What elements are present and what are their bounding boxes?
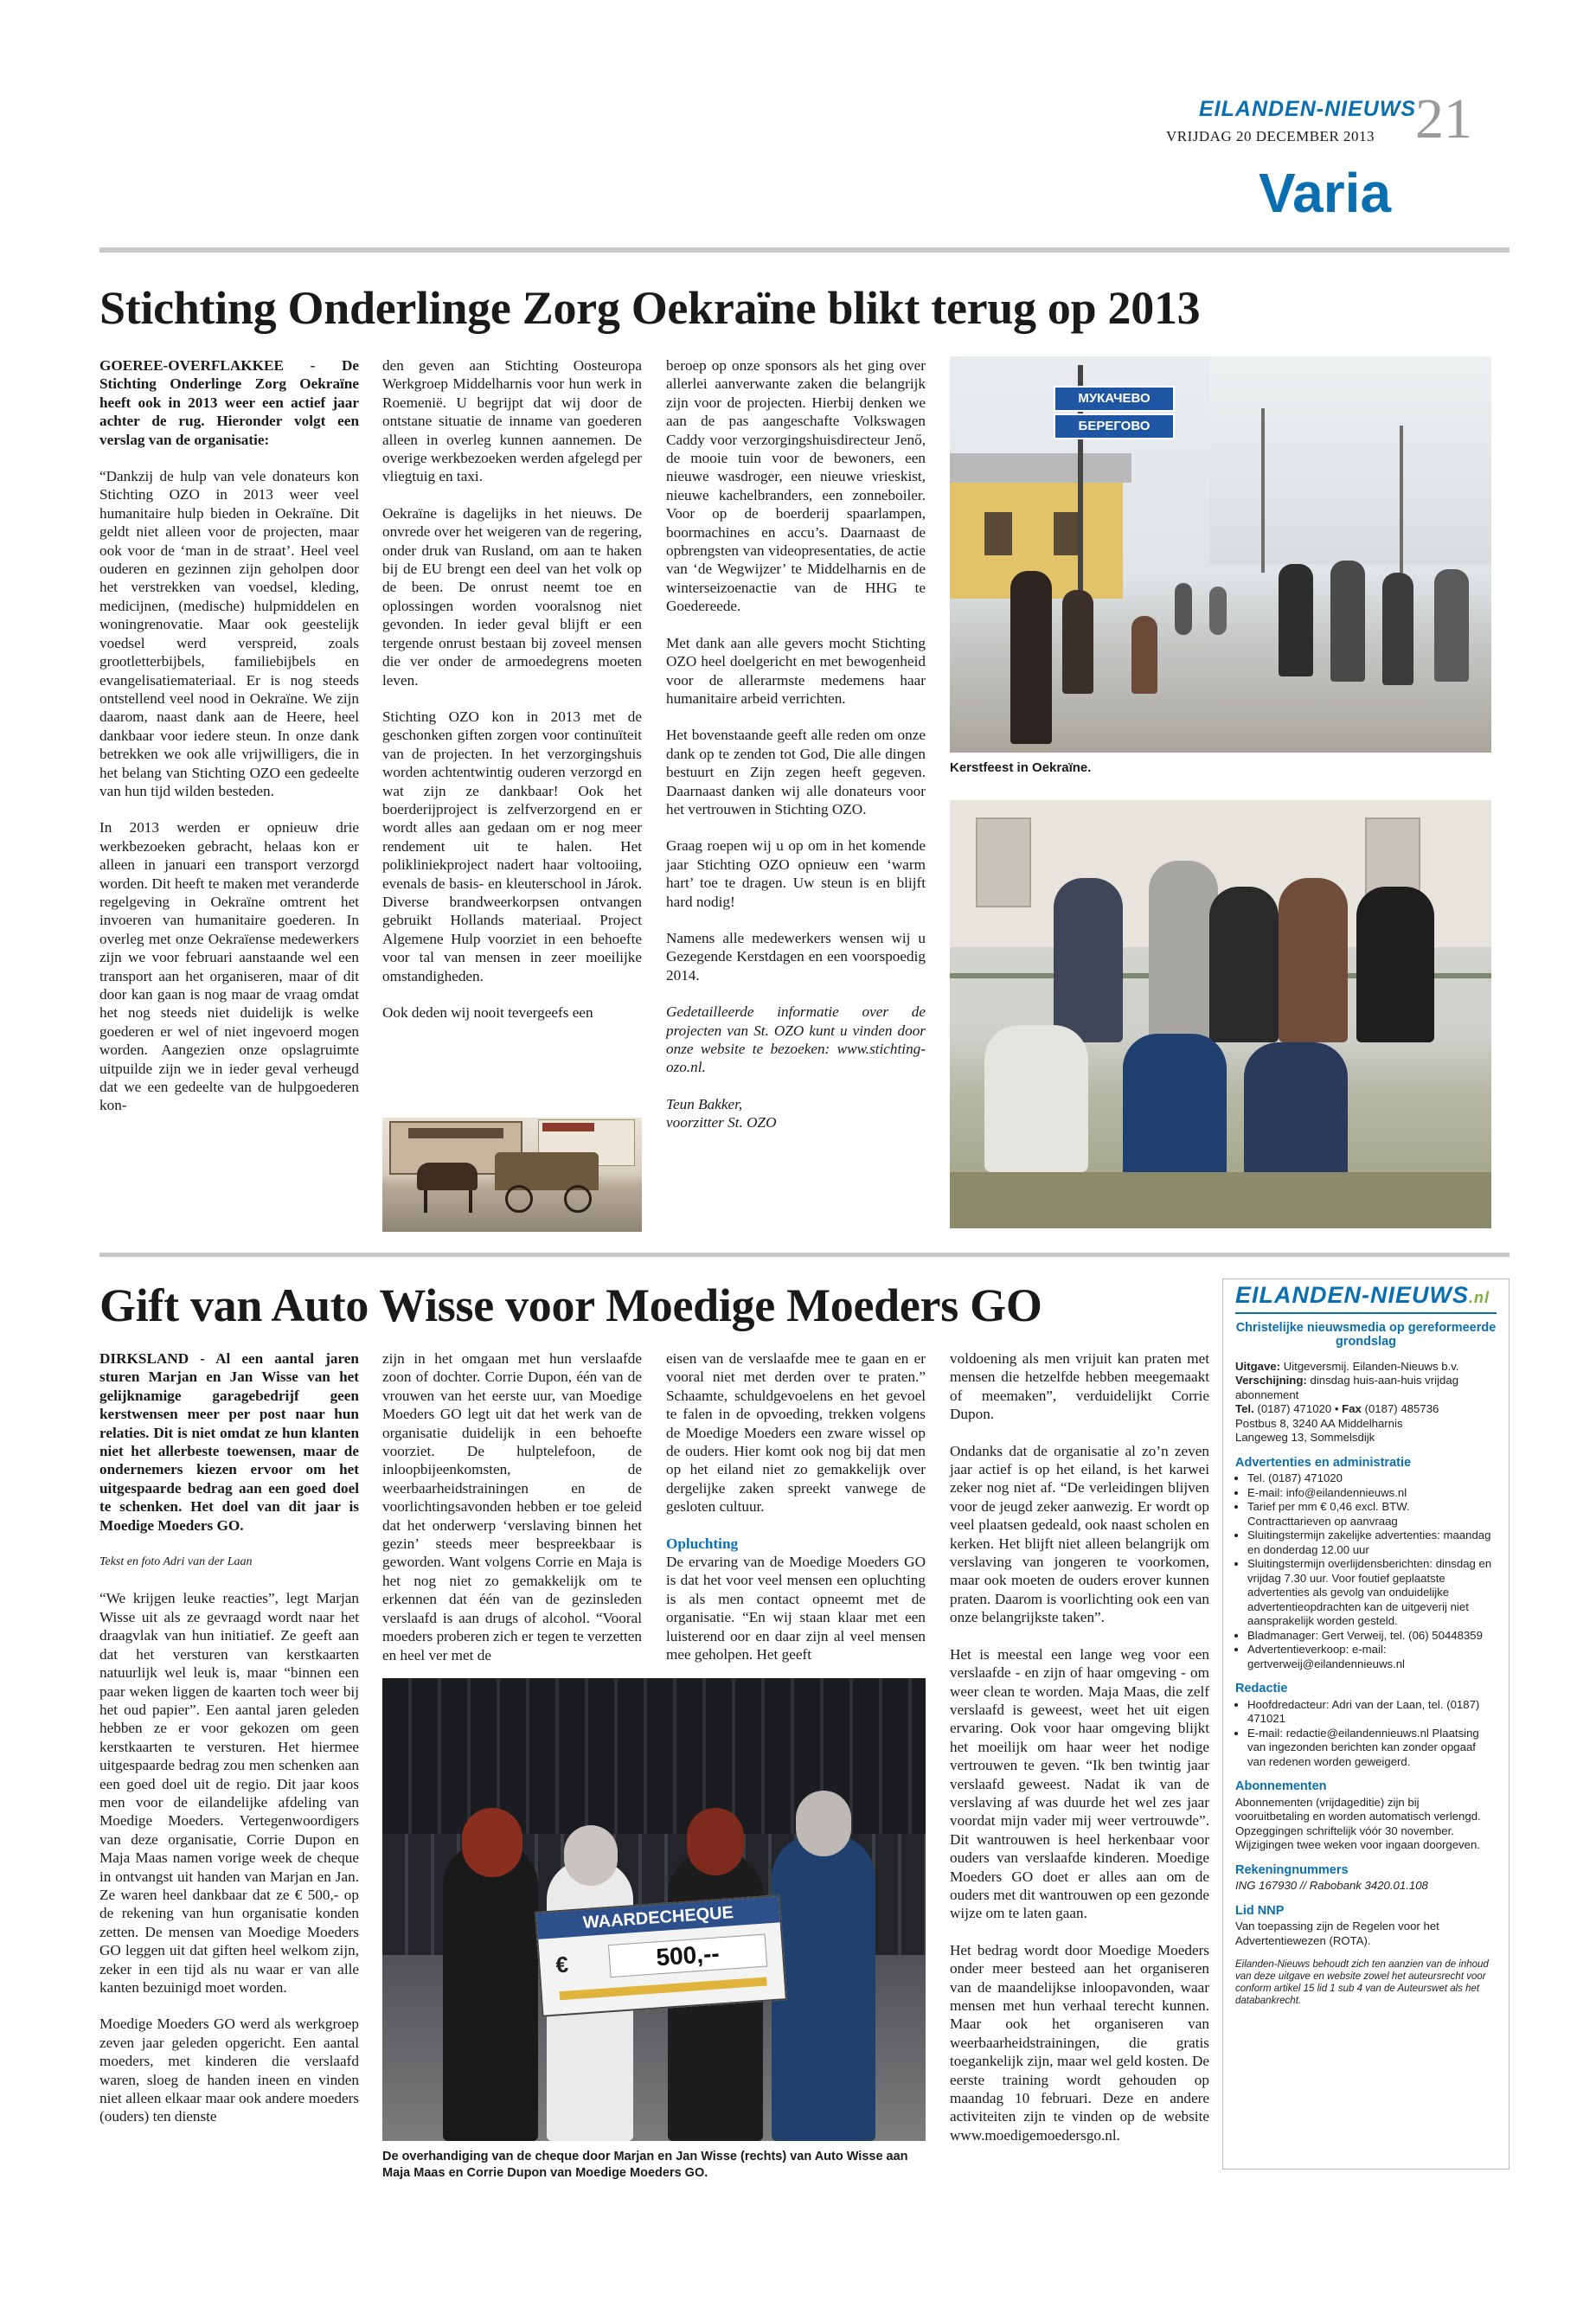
article1-column-2 xyxy=(382,356,642,1040)
article2-byline: Tekst en foto Adri van der Laan xyxy=(99,1555,253,1569)
article2-paragraph: voldoening als men vrijuit kan praten met mensen die hetzelfde hebben meegemaakt of meemaken”, verduidelijkt Corrie Dupon. xyxy=(950,1350,1209,1423)
rekening-title: Rekeningnummers xyxy=(1235,1862,1349,1877)
fax-label: Fax xyxy=(1342,1402,1362,1415)
rekening-text: ING 167930 // Rabobank 3420.01.108 xyxy=(1235,1879,1428,1892)
article2-paragraph: Moedige Moeders GO werd als werkgroep zeven jaar geleden opgericht. Een aantal moeders, met kinderen die verslaafd waren, sloeg de handen ineen en vinden niet alleen elkaar maar ook andere moeders (ouders) ten dienste xyxy=(99,2016,359,2125)
article2-column-3 xyxy=(666,1349,926,1682)
ads-item: • Sluitingstermijn overlijdensberichten: dinsdag en vrijdag 7.30 uur. Voor foutief geplaatste advertenties als gevolg van onduidelijke advertentieopdrachten kan de uitgeverij niet aansprakelijk worden gesteld. xyxy=(1247,1557,1497,1629)
article2-paragraph: Het is meestal een lange weg voor een verslaafde - en zijn of haar omgeving - om weer clean te worden. Maja Maas, die zelf verslaafd is geweest, weet het uit eigen ervaring. Ook voor haar omgeving blijkt het moeilijk om haar weer het nodige vertrouwen te geven. “Ik ben twintig jaar verslaafd geweest. Nadat ik van de verslaving af was duurde het wel zes jaar voordat mijn vader mij weer vertrouwde”. Dit wantrouwen is heel herkenbaar voor ouders van verslaafde kinderen. Moedige Moeders GO doet er alles aan om de ouders met dit wantrouwen op een gezonde wijze om te laten gaan. xyxy=(950,1645,1209,1922)
article2-column-4 xyxy=(950,1349,1209,2163)
article2-lead: DIRKSLAND - Al een aantal jaren sturen Marjan en Jan Wisse van het gelijknamige garagebedrijf geen kerstwensen meer per post naar hun relaties. Dit is niet omdat ze hun klanten niet het allerbeste toewensen, maar de ondernemers kiezen ervoor om het uitgespaarde bedrag aan een goed doel te schenken. Het doel van dit jaar is Moedige Moeders GO. xyxy=(99,1350,359,1534)
nnp-text: Van toepassing zijn de Regelen voor het Advertentiewezen (ROTA). xyxy=(1235,1920,1439,1947)
article1-paragraph: Stichting OZO kon in 2013 met de geschonken giften zorgen voor continuïteit van de projecten. In het verzorgingshuis worden achtentwintig ouderen verzorgd en wat zijn ze dankbaar! Ook het boerderijproject is zelfverzorgend en er wordt alles aan gedaan om er nog meer rendement uit te halen. Het polikliniekproject nadert haar voltooiing, evenals de basis- en kleuterschool in Járok. Diverse brandweerkorpsen ontvangen gebruikt Hollands materiaal. Project Algemene Hulp voorziet in een behoefte voor tal van mensen in zeer moeilijke omstandigheden. xyxy=(382,708,642,984)
ads-title: Advertenties en administratie xyxy=(1235,1455,1412,1470)
cheque-title: WAARDECHEQUE xyxy=(536,1896,779,1939)
article2-column-1 xyxy=(99,1349,359,2144)
ads-item: • Bladmanager: Gert Verweij, tel. (06) 50448359 xyxy=(1247,1629,1497,1644)
ads-item: • E-mail: info@eilandennieuws.nl xyxy=(1247,1486,1497,1501)
colophon-publisher xyxy=(1235,1360,1497,1375)
article1-paragraph: Met dank aan alle gevers mocht Stichting OZO heel doelgericht en met bewogenheid voor de allerarmste medemens haar humanitaire arbeid verrichten. xyxy=(666,634,926,707)
article2-column-2 xyxy=(382,1349,642,1682)
redactie-title: Redactie xyxy=(1235,1682,1288,1695)
colophon-phone: Tel. (0187) 471020 • Fax (0187) 485736 xyxy=(1235,1402,1439,1415)
abonnementen-text: Abonnementen (vrijdageditie) zijn bij vooruitbetaling en worden automatisch verlengd. Opzeggingen schriftelijk vóór 30 november. Wijzigingen twee weken voor ingaan doorgeven. xyxy=(1235,1795,1481,1851)
cheque-amount: 500,-- xyxy=(608,1934,767,1978)
ozo-group-photo xyxy=(950,800,1491,1228)
cheque-handover-photo xyxy=(382,1678,926,2141)
article1-paragraph: Het bovenstaande geeft alle reden om onze dank op te zenden tot God, Die alle dingen bestuurt en Zijn zegen heeft gegeven. Daarnaast danken wij alle donateurs voor het vertrouwen in Stichting OZO. xyxy=(666,727,926,817)
ads-item: • Sluitingstermijn zakelijke advertenties: maandag en donderdag 12.00 uur xyxy=(1247,1529,1497,1557)
publisher-value: Uitgeversmij. Eilanden-Nieuws b.v. xyxy=(1283,1359,1459,1373)
ukraine-street-photo xyxy=(950,356,1491,753)
article2-paragraph: “We krijgen leuke reacties”, legt Marjan Wisse uit als ze gevraagd wordt naar het draagvlak van hun initiatief. Ze geeft aan dat het versturen van kerstkaarten natuurlijk wel leuk is, maar “binnen een paar weken liggen de kaarten toch weer bij het oud papier”. Een aantal jaren geleden hebben ze er voor gekozen om geen kerstkaarten te versturen. Het hiermee uitgespaarde bedrag zou men schenken aan een goed doel uit de regio. Dit jaar koos men voor de eilandelijke afdeling van Moedige Moeders. Vertegenwoordigers van deze organisatie, Corrie Dupon en Maja Maas namen vorige week de cheque in ontvangst uit handen van Marjan en Jan. Ze waren heel dankbaar dat ze € 500,- op de rekening van hun organisatie konden zetten. De mensen van Moedige Moeders GO leggen uit dat giften heel welkom zijn, zeker in een tijd als nu waar er van alle kanten bezuinigd moet worden. xyxy=(99,1590,359,1996)
road-sign-berehove: БЕРЕГОВО xyxy=(1054,413,1175,439)
road-sign-mukachevo: МУКАЧЕВО xyxy=(1054,386,1175,412)
article2-paragraph: eisen van de verslaafde mee te gaan en er vooral niet met derden over te praten.” Schaamte, schuldgevoelens en het gevoel te falen in de opvoeding, trekken volgens de Moedige Moeders een zware wissel op de ouders. Hier komt ook nog bij dat men op het eiland niet zo gemakkelijk over dergelijke zaken spreekt vanwege de gesloten cultuur. xyxy=(666,1350,926,1516)
ads-item: • Advertentieverkoop: e-mail: gertverweij@eilandennieuws.nl xyxy=(1247,1643,1497,1671)
article1-headline: Stichting Onderlinge Zorg Oekraïne blikt terug op 2013 xyxy=(99,282,1201,334)
article1-paragraph: Namens alle medewerkers wensen wij u Gezegende Kerstdagen en een voorspoedig 2014. xyxy=(666,929,926,984)
publisher-label: Uitgave: xyxy=(1235,1359,1281,1373)
section-title: Varia xyxy=(1259,162,1392,224)
cheque-board xyxy=(535,1894,787,2017)
article1-column-3 xyxy=(666,356,926,1132)
abonnementen-title: Abonnementen xyxy=(1235,1779,1327,1793)
article1-paragraph: Graag roepen wij u op om in het komende jaar Stichting OZO opnieuw een ‘warm hart’ toe te dragen. Uw steun is en blijft hard nodig! xyxy=(666,837,926,910)
nnp-title: Lid NNP xyxy=(1235,1903,1285,1918)
page-number: 21 xyxy=(1415,87,1472,151)
colophon-tagline: Christelijke nieuwsmedia op gereformeerde grondslag xyxy=(1235,1320,1497,1349)
article1-lead: GOEREE-OVERFLAKKEE - De Stichting Onderlinge Zorg Oekraïne heeft ook in 2013 weer een actief jaar achter de rug. Hieronder volgt een verslag van de organisatie: xyxy=(99,357,359,448)
article-divider xyxy=(99,1253,1509,1257)
fax-value: (0187) 485736 xyxy=(1364,1402,1439,1415)
colophon-box xyxy=(1222,1279,1509,2170)
ads-item: • Tarief per mm € 0,46 excl. BTW. Contracttarieven op aanvraag xyxy=(1247,1500,1497,1529)
article1-paragraph: Oekraïne is dagelijks in het nieuws. De onvrede over het weigeren van de regering, onder druk van Rusland, om aan te haken bij de EU brengt een deel van het volk op de been. De onrust neemt toe en oplossingen worden vooralsnog niet gevonden. In ieder geval blijft er een tergende onrust bestaan bij zoveel mensen die ver onder de armoedegrens moeten leven. xyxy=(382,504,642,689)
section-rule xyxy=(99,247,1509,253)
ads-item: • Tel. (0187) 471020 xyxy=(1247,1471,1497,1486)
cheque-currency: € xyxy=(554,1951,569,1978)
ukraine-photo-caption: Kerstfeest in Oekraïne. xyxy=(950,760,1092,775)
article1-paragraph: den geven aan Stichting Oosteuropa Werkgroep Middelharnis voor hun werk in Roemenië. U begrijpt dat wij door de ontstane situatie de inname van goederen alleen in overleg kunnen aannemen. De overige werkbezoeken werden afgelegd per vliegtuig en taxi. xyxy=(382,357,642,485)
issue-date: VRIJDAG 20 DECEMBER 2013 xyxy=(1166,128,1375,144)
article2-paragraph: De ervaring van de Moedige Moeders GO is dat het voor veel mensen een opluchting is als men contact opneemt met de organisatie. “En wij staan klaar met een luisterend oor en daar zijn al veel mensen mee geholpen. Het geeft xyxy=(666,1554,926,1663)
paper-logo: EILANDEN-NIEUWS xyxy=(1199,97,1417,121)
article2-paragraph: Het bedrag wordt door Moedige Moeders onder meer besteed aan het organiseren van de maandelijkse inloopavonden, waar mensen met hun verhaal terecht kunnen. Maar ook het organiseren van weerbaarheidstrainingen, die gratis toegankelijk zijn, maar wel geld kosten. De eerste training wordt gehouden op maandag 10 februari. Deze en andere activiteiten zijn te vinden op de website www.moedigemoedersgo.nl. xyxy=(950,1941,1209,2144)
redactie-item: • E-mail: redactie@eilandennieuws.nl Plaatsing van ingezonden berichten kan zonder opgaaf van redenen worden geweigerd. xyxy=(1247,1727,1497,1770)
colophon-logo: EILANDEN-NIEUWS xyxy=(1235,1282,1469,1308)
article2-paragraph: zijn in het omgaan met hun verslaafde zoon of dochter. Corrie Dupon, één van de vrouwen van het eerste uur, van Moedige Moeders GO legt uit dat het werk van de organisatie duidelijk in een behoefte voorziet. De hulptelefoon, de inloopbijeenkomsten, de weerbaarheidstrainingen en de voorlichtingsavonden hebben er toe geleid dat het onderwerp ‘verslaving binnen het gezin’ steeds meer bespreekbaar is geworden. Want volgens Corrie en Maja is het nog niet zo gemakkelijk om te erkennen dat één van de gezinsleden verslaafd is aan drugs of alcohol. “Vooral moeders proberen zich er tegen te verzetten en heel ver met de xyxy=(382,1350,642,1663)
article2-headline: Gift van Auto Wisse voor Moedige Moeders GO xyxy=(99,1279,1042,1331)
copyright-note: Eilanden-Nieuws behoudt zich ten aanzien van de inhoud van deze uitgave en website zowel het auteursrecht voor conform artikel 15 lid 1 sub 4 van de Auteurswet als het databankrecht. xyxy=(1235,1959,1489,2006)
appearance-label: Verschijning: xyxy=(1235,1374,1307,1387)
colophon-logo-suffix: .nl xyxy=(1469,1289,1490,1306)
colophon-address-2: Langeweg 13, Sommelsdijk xyxy=(1235,1431,1375,1444)
article1-info-note: Gedetailleerde informatie over de projecten van St. OZO kunt u vinden door onze website te bezoeken: www.stichting-ozo.nl. xyxy=(666,1003,926,1076)
article1-signature-role: voorzitter St. OZO xyxy=(666,1114,777,1131)
article1-paragraph: In 2013 werden er opnieuw drie werkbezoeken gebracht, helaas kon er alleen in januari een transport verzorgd worden. Dit heeft te maken met veranderde regelgeving in Oekraïne omtrent het invoeren van humanitaire goederen. In overleg met onze Oekraïense medewerkers zijn we voor februari aanstaande wel een transport aan het organiseren, maar of dit door kan gaan is nog maar de vraag omdat het nog steeds niet duidelijk is welke goederen er wel of niet ingevoerd mogen worden. Aangezien onze opslagruimte uitpuilde zijn we in ieder geval verheugd dat we een gedeelte van de hulpgoederen kon- xyxy=(99,819,359,1114)
ads-list xyxy=(1235,1471,1497,1671)
cheque-photo-caption: De overhandiging van de cheque door Marjan en Jan Wisse (rechts) van Auto Wisse aan Maja Maas en Corrie Dupon van Moedige Moeders GO. xyxy=(382,2150,908,2180)
article2-subhead: Opluchting xyxy=(666,1535,739,1552)
article1-signature-name: Teun Bakker, xyxy=(666,1095,743,1112)
colophon-appearance xyxy=(1235,1374,1497,1402)
appearance-value: dinsdag huis-aan-huis vrijdag abonnement xyxy=(1235,1374,1459,1401)
redactie-list xyxy=(1235,1698,1497,1770)
article1-column-1 xyxy=(99,356,359,1133)
article2-paragraph: Ondanks dat de organisatie al zo’n zeven jaar actief is op het eiland, is het karwei zeker nog niet af. “De verleidingen blijven voor de jeugd zeker aanwezig. Er wordt op veel plaatsen gedeald, ook naast scholen en kerken. Het blijft niet alleen belangrijk om verslaving van jongeren te voorkomen, maar ook moeten de ouders erover kunnen praten. Daarom is voorlichting ook een van onze belangrijkste taken”. xyxy=(950,1442,1209,1626)
tel-label: Tel. xyxy=(1235,1402,1254,1415)
redactie-item: • Hoofdredacteur: Adri van der Laan, tel. (0187) 471021 xyxy=(1247,1698,1497,1727)
article1-paragraph: Ook deden wij nooit tevergeefs een xyxy=(382,1004,593,1021)
tel-value: (0187) 471020 xyxy=(1257,1402,1332,1415)
horse-cart-photo xyxy=(382,1118,642,1232)
article1-paragraph: beroep op onze sponsors als het ging over allerlei aanverwante zaken die belangrijk zijn voor de projecten. Hierbij denken we aan de pas aangeschafte Volkswagen Caddy voor verzorgingshuisdirecteur Jenő, de mooie tuin voor de bewoners, een nieuwe wasdroger, een nieuwe vrieskist, nieuwe kachelbranders, een zonneboiler. Voor op de boerderij spaarlampen, boormachines en accu’s. Daarnaast de opbrengsten van videopresentaties, de actie van ‘de Wegwijzer’ te Middelharnis en de winterseizoenactie van de HHG te Goedereede. xyxy=(666,357,926,615)
article1-paragraph: “Dankzij de hulp van vele donateurs kon Stichting OZO in 2013 weer veel humanitaire hulp bieden in Oekraïne. Dit geldt niet alleen voor de projecten, maar ook voor de ‘man in de straat’. Heel veel ouderen en gezinnen zijn geholpen door het verstrekken van voedsel, kleding, medicijnen, (medische) hulpmiddelen en woningrenovatie. Maar ook geestelijk voedsel werd verspreid, zoals grootletterbijbels, familiebijbels en evangelisatiemateriaal. Er is nog steeds ontstellend veel nood in Oekraïne. We zijn daarom, naast dank aan de Heere, heel dankbaar voor iedere steun. In onze dank betrekken we ook alle vrijwilligers, die in het belang van Stichting OZO een gedeelte van hun tijd wilden besteden. xyxy=(99,468,359,799)
colophon-address-1: Postbus 8, 3240 AA Middelharnis xyxy=(1235,1416,1403,1430)
